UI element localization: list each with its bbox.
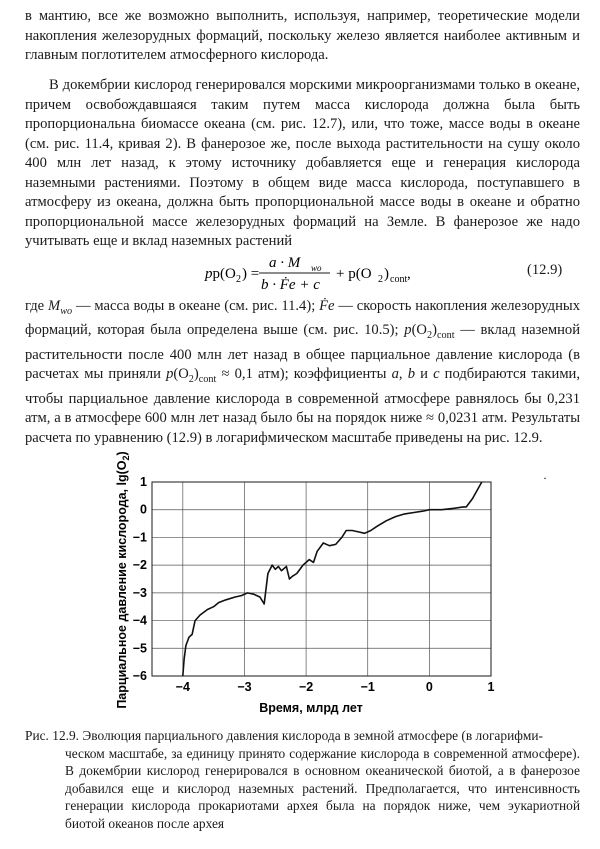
chart-grid	[152, 482, 491, 676]
y-tick-label: 0	[140, 502, 147, 517]
eq-comma: ,	[407, 266, 411, 282]
eq-rhs-close: )	[384, 266, 389, 282]
eq-num-sub: wo	[311, 263, 322, 273]
caption-rest: ческом масштабе, за единицу принято содержание кислорода в современной атмосфере). В докембрии кислород генерировался в основном океанической биотой, а в фанерозое добавился еще и кислород наземных растений. Предполагается, что интенсивность генерации кислорода прокариотами архея была на порядок ниже, чем эукариотной биотой океанов после архея	[65, 745, 580, 831]
eq-lhs-sub: 2	[236, 274, 241, 285]
eq-denominator: b · Ḟe + c	[261, 277, 320, 293]
y-tick-label: 1	[140, 475, 147, 489]
equation-12-9	[0, 250, 600, 294]
x-tick-label: 1	[487, 680, 495, 694]
x-axis-label: Время, млрд лет	[259, 701, 363, 715]
x-ticks	[176, 680, 495, 694]
eq-plus: + p(O	[336, 266, 372, 282]
y-ticks	[133, 475, 147, 683]
y-tick-label: −6	[132, 669, 147, 683]
equation-number: (12.9)	[527, 262, 563, 278]
y-tick-label: −2	[132, 558, 147, 573]
y-tick-label: −5	[132, 641, 147, 656]
eq-rhs-sub: 2	[378, 274, 383, 285]
paragraph-explanation: где $M_{wo}$ — масса воды в океане (см. рис. 11.4); Ḟe — скорость накопления железорудных формаций, которая была определена выше (см. рис. 10.5); $p(O_2)_{cont}$ — вклад наземной растительности после 400 млн лет назад в общее парциальное давление кислорода (в расчетах мы приняли $p(O_2)_{cont} \approx 0,1$ атм); коэффициенты a, b и c подбираются такими, чтобы парциальное давление кислорода в современной атмосфере равнялось бы 0,231 атм, а в атмосфере 600 млн лет назад было бы на порядок ниже ≈ 0,0231 атм. Результаты расчета по уравнению (12.9) в логарифмическом масштабе приведены на рис. 12.9.	[25, 298, 581, 446]
eq-lhs-text: p(O	[212, 266, 236, 282]
stray-mark: ·	[543, 471, 547, 485]
eq-lhs-close: ) =	[242, 266, 260, 282]
oxygen-curve	[183, 482, 482, 676]
plot-frame	[152, 482, 491, 676]
x-tick-label: −2	[298, 680, 314, 694]
y-axis-label: Парциальное давление кислорода, $\lg(O_2)$	[115, 451, 131, 709]
y-tick-label: −1	[132, 530, 147, 545]
caption-first-line: Рис. 12.9. Эволюция парциального давления кислорода в земной атмосфере (в логарифми-	[25, 728, 544, 743]
y-tick-label: −3	[132, 585, 147, 600]
eq-lhs: pp(O	[205, 266, 236, 282]
x-tick-label: 0	[425, 680, 433, 694]
paragraph-precambrian: В докембрии кислород генерировался морскими микроорганизмами только в океане, причем освобождавшаяся таким путем масса кислорода должна была быть пропорциональна биомассе океана (см. рис. 12.7), или, что тоже, массе воды в океане (см. рис. 11.4, кривая 2). В фанерозое же, после выхода растительности на сушу около 400 млн лет назад, к этому источнику добавляется еще и генерация кислорода наземными растениями. Поэтому в общем виде масса кислорода, поступавшего в атмосферу из океана, должна быть пропорциональной массе воды в океане и обратно пропорциональной массе железорудных формаций на Земле. В фанерозое же надо учитывать еще и вклад наземных растений	[25, 77, 580, 249]
x-tick-label: −4	[175, 680, 190, 694]
x-tick-label: −3	[237, 680, 252, 694]
eq-cont-sub: cont	[390, 274, 408, 285]
oxygen-chart	[0, 451, 600, 718]
paragraph-intro: в мантию, все же возможно выполнить, используя, например, теоретические модели накопления железорудных формаций, поскольку железо является наиболее активным и главным поглотителем атмосферного кислорода.	[25, 8, 580, 63]
eq-numerator: a · M	[269, 255, 301, 271]
figure-caption	[25, 727, 580, 833]
y-tick-label: −4	[132, 613, 147, 628]
x-tick-label: −1	[360, 680, 375, 694]
